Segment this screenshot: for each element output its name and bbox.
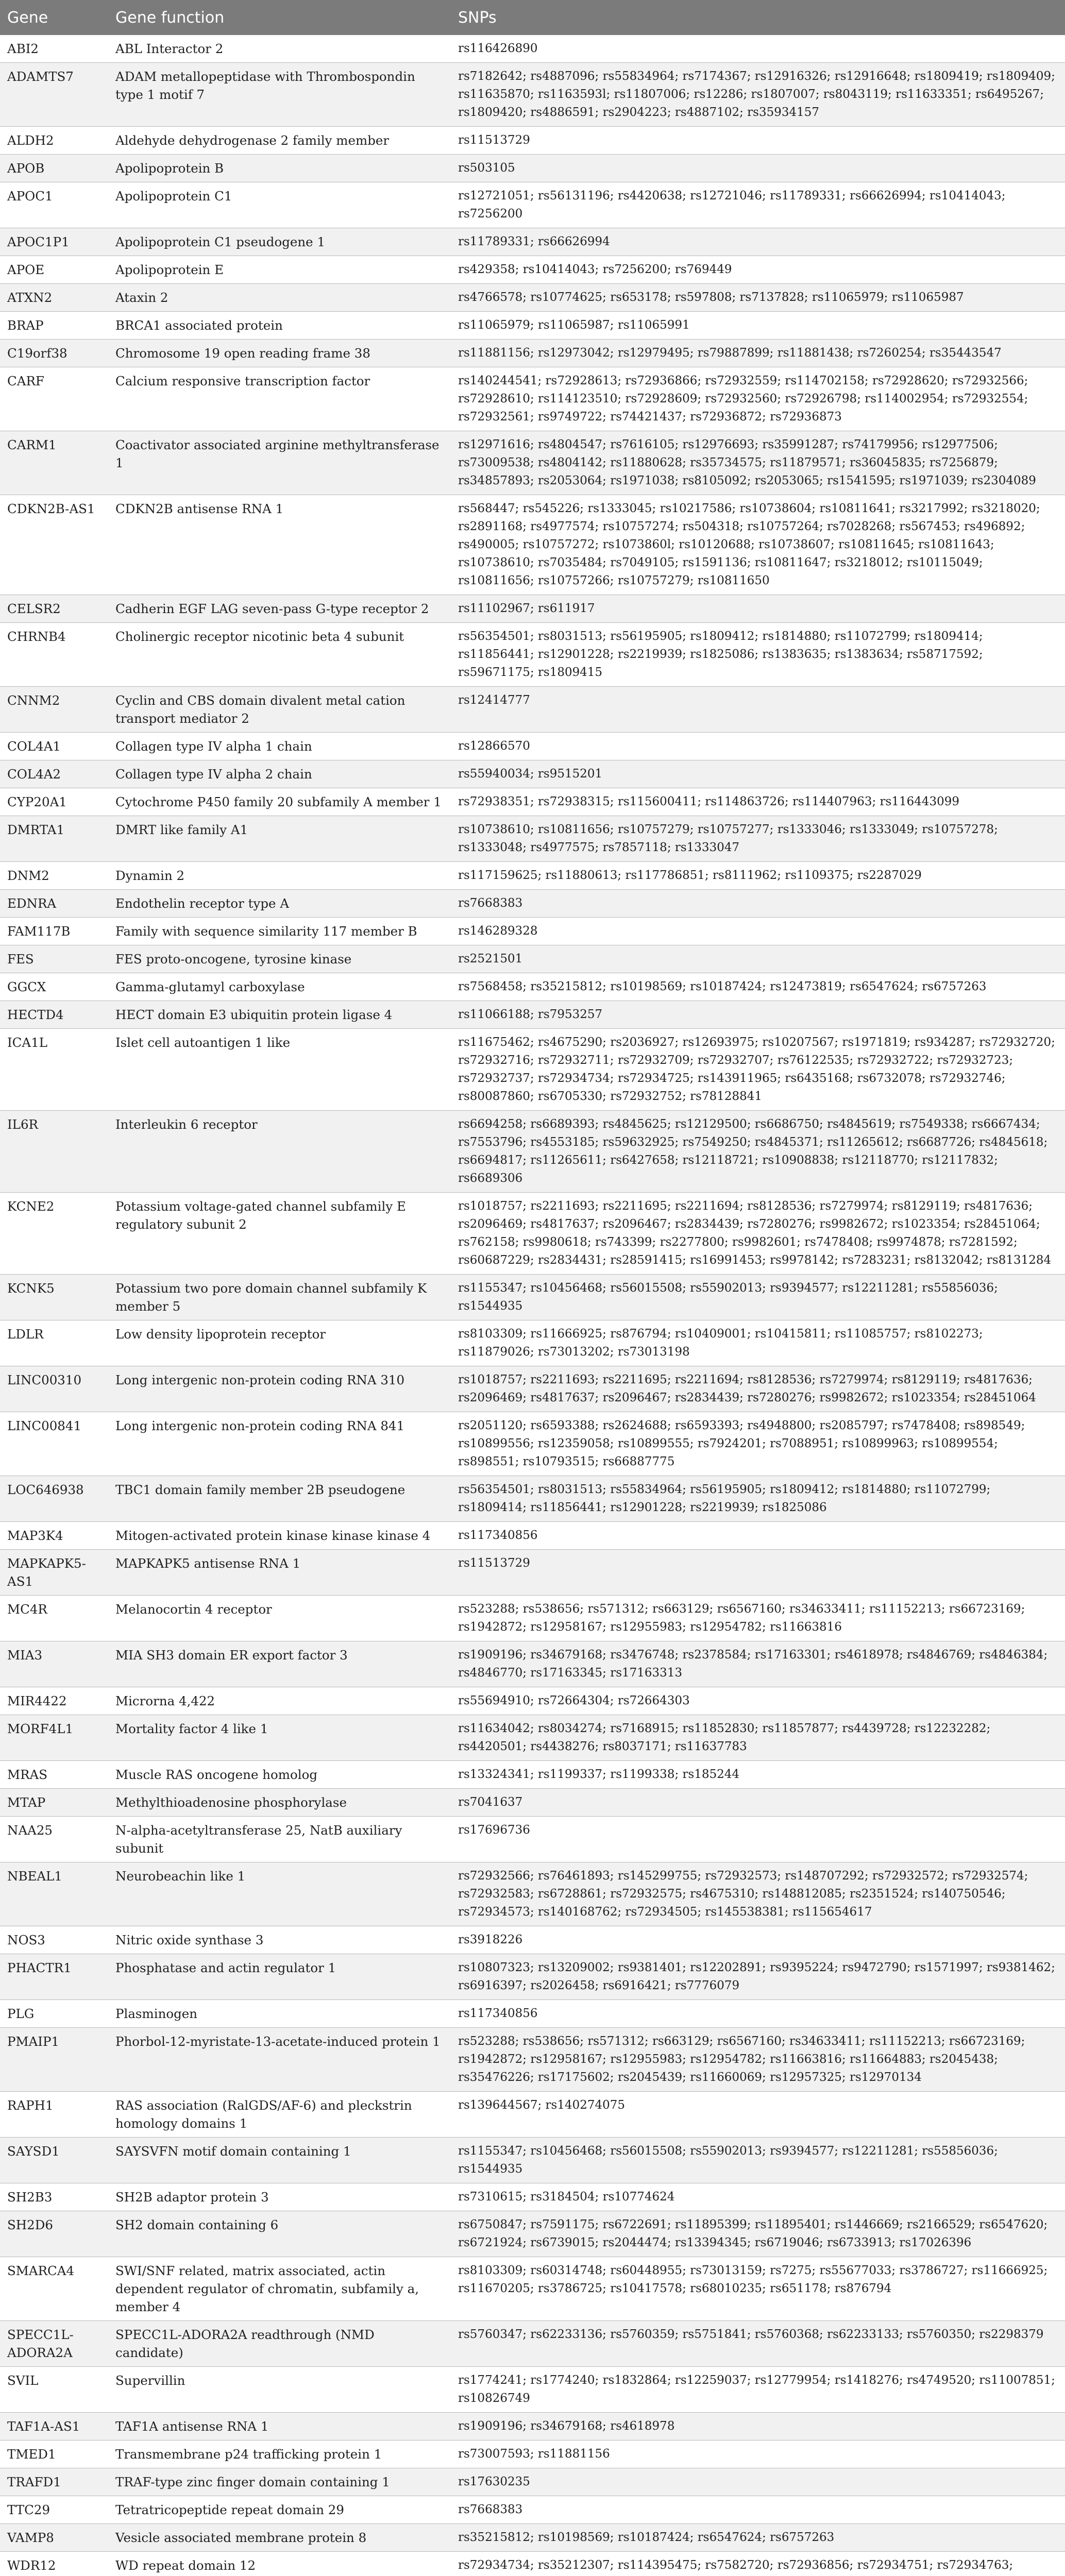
table-row [0, 228, 1065, 256]
table-row [0, 862, 1065, 890]
cell-snps: rs2521501 [458, 952, 523, 965]
table-row [0, 1476, 1065, 1522]
table-row [0, 256, 1065, 284]
cell-gene-function: Neurobeachin like 1 [115, 1869, 246, 1884]
cell-gene: CELSR2 [7, 601, 61, 616]
cell-gene: DNM2 [7, 868, 49, 883]
cell-snps: rs11102967; rs611917 [458, 602, 595, 615]
cell-snps: rs12971616; rs4804547; rs7616105; rs12976693; rs35991287; rs74179956; rs12977506; rs73009538; rs4804142; rs11880628; rs35734575; rs11879571; rs36045835; rs7256879; rs34857893; rs2053064; rs1971038; rs8105092; rs2053065; rs1541595; rs1971039; rs2304089 [458, 438, 1036, 487]
cell-gene-function: Chromosome 19 open reading frame 38 [115, 346, 370, 361]
cell-gene: ALDH2 [7, 133, 54, 148]
cell-snps: rs4766578; rs10774625; rs653178; rs597808; rs7137828; rs11065979; rs11065987 [458, 291, 964, 304]
table-row [0, 1550, 1065, 1596]
cell-gene: MRAS [7, 1767, 48, 1782]
table-row [0, 495, 1065, 595]
cell-gene: ABI2 [7, 41, 39, 56]
header-snps: SNPs [458, 8, 497, 27]
cell-snps: rs116426890 [458, 42, 538, 55]
table-row [0, 1596, 1065, 1641]
table-row [0, 367, 1065, 431]
cell-snps: rs56354501; rs8031513; rs56195905; rs1809412; rs1814880; rs11072799; rs1809414; rs11856441; rs12901228; rs2219939; rs1825086; rs1383635; rs1383634; rs58717592; rs59671175; rs1809415 [458, 630, 983, 679]
cell-gene-function: Aldehyde dehydrogenase 2 family member [115, 133, 390, 148]
cell-snps: rs523288; rs538656; rs571312; rs663129; rs6567160; rs34633411; rs11152213; rs66723169; rs1942872; rs12958167; rs12955983; rs12954782; rs11663816 [458, 1602, 1025, 1634]
cell-gene: CARM1 [7, 437, 57, 452]
cell-snps: rs7310615; rs3184504; rs10774624 [458, 2190, 675, 2204]
cell-gene: PMAIP1 [7, 2034, 60, 2049]
table-row [0, 35, 1065, 63]
table-row [0, 2000, 1065, 2028]
cell-snps: rs1909196; rs34679168; rs3476748; rs2378584; rs17163301; rs4618978; rs4846769; rs4846384; rs4846770; rs17163345; rs17163313 [458, 1648, 1048, 1680]
table-row [0, 2413, 1065, 2441]
table-row [0, 2211, 1065, 2257]
cell-gene: EDNRA [7, 896, 57, 911]
cell-gene-function: Microrna 4,422 [115, 1693, 215, 1708]
cell-gene-function: Potassium two pore domain channel subfamily K member 5 [115, 1281, 427, 1314]
cell-snps: rs7668383 [458, 896, 523, 910]
cell-snps: rs1155347; rs10456468; rs56015508; rs55902013; rs9394577; rs12211281; rs55856036; rs1544935 [458, 2144, 998, 2176]
cell-snps: rs503105 [458, 161, 515, 175]
cell-snps: rs568447; rs545226; rs1333045; rs10217586; rs10738604; rs10811641; rs3217992; rs3218020; rs2891168; rs4977574; rs10757274; rs504318; rs10757264; rs7028268; rs567453; rs496892; rs490005; rs10757272; rs1073860l; rs10120688; rs10738607; rs10811645; rs10811643; rs10738610; rs7035484; rs7049105; rs1591136; rs10811647; rs3218012; rs10115049; rs10811656; rs10757266; rs10757279; rs10811650 [458, 502, 1040, 587]
table-row [0, 340, 1065, 367]
cell-gene-function: Apolipoprotein B [115, 161, 224, 176]
cell-snps: rs11513729 [458, 133, 530, 147]
cell-gene: NAA25 [7, 1823, 53, 1838]
table-row [0, 2468, 1065, 2496]
cell-gene-function: Endothelin receptor type A [115, 896, 290, 911]
cell-gene: COL4A1 [7, 739, 61, 754]
cell-snps: rs17630235 [458, 2475, 530, 2488]
cell-snps: rs8103309; rs60314748; rs60448955; rs73013159; rs7275; rs55677033; rs3786727; rs11666925; rs11670205; rs3786725; rs10417578; rs68010235; rs651178; rs876794 [458, 2264, 1048, 2295]
cell-snps: rs7182642; rs4887096; rs55834964; rs7174367; rs12916326; rs12916648; rs1809419; rs1809409; rs11635870; rs1163593l; rs11807006; rs12286; rs1807007; rs8043119; rs11633351; rs6495267; rs1809420; rs4886591; rs2904223; rs4887102; rs35934157 [458, 70, 1055, 119]
cell-gene: NBEAL1 [7, 1869, 62, 1884]
table-row [0, 1522, 1065, 1550]
table-row [0, 890, 1065, 918]
cell-gene: KCNE2 [7, 1199, 55, 1214]
table-row [0, 2092, 1065, 2138]
cell-snps: rs13324341; rs1199337; rs1199338; rs185244 [458, 1768, 740, 1781]
cell-gene: MAPKAPK5-AS1 [7, 1556, 86, 1589]
cell-gene-function: MIA SH3 domain ER export factor 3 [115, 1648, 348, 1663]
cell-gene: FAM117B [7, 924, 71, 939]
table-row [0, 1715, 1065, 1761]
table-row [0, 63, 1065, 127]
cell-snps: rs11675462; rs4675290; rs2036927; rs12693975; rs10207567; rs1971819; rs934287; rs72932720; rs72932716; rs72932711; rs72932709; rs72932707; rs76122535; rs72932722; rs72932723; rs72932737; rs72934734; rs72934725; rs143911965; rs6435168; rs6732078; rs72932746; rs80087860; rs6705330; rs72932752; rs78128841 [458, 1036, 1055, 1103]
cell-gene-function: Apolipoprotein E [115, 262, 224, 277]
cell-snps: rs1018757; rs2211693; rs2211695; rs2211694; rs8128536; rs7279974; rs8129119; rs4817636; rs2096469; rs4817637; rs2096467; rs2834439; rs7280276; rs9982672; rs1023354; rs28451064; rs762158; rs9980618; rs743399; rs2277800; rs9982601; rs7478408; rs9974878; rs7281592; rs60687229; rs2834431; rs28591415; rs16991453; rs9978142; rs7283231; rs8132042; rs8131284 [458, 1199, 1052, 1267]
table-row [0, 2138, 1065, 2183]
table-row [0, 1954, 1065, 2000]
cell-gene-function: Plasminogen [115, 2006, 198, 2021]
cell-gene-function: Collagen type IV alpha 1 chain [115, 739, 312, 754]
table-row [0, 127, 1065, 155]
cell-gene: CHRNB4 [7, 629, 66, 644]
table-row [0, 1001, 1065, 1029]
cell-gene-function: Melanocortin 4 receptor [115, 1602, 272, 1617]
cell-gene: CDKN2B-AS1 [7, 501, 95, 516]
table-header [0, 0, 1065, 35]
cell-gene-function: TBC1 domain family member 2B pseudogene [115, 1482, 405, 1497]
cell-snps: rs146289328 [458, 924, 538, 938]
table-row [0, 760, 1065, 788]
table-row [0, 1412, 1065, 1476]
cell-gene: HECTD4 [7, 1007, 64, 1022]
header-gene-function: Gene function [115, 8, 225, 27]
cell-gene-function: Cholinergic receptor nicotinic beta 4 subunit [115, 629, 404, 644]
table-row [0, 2552, 1065, 2576]
cell-gene: PLG [7, 2006, 35, 2021]
table-row [0, 1193, 1065, 1275]
cell-gene: MTAP [7, 1795, 46, 1810]
cell-snps: rs11881156; rs12973042; rs12979495; rs79887899; rs11881438; rs7260254; rs35443547 [458, 346, 1002, 360]
cell-gene-function: Collagen type IV alpha 2 chain [115, 767, 312, 782]
table-row [0, 2028, 1065, 2092]
cell-snps: rs1774241; rs1774240; rs1832864; rs12259037; rs12779954; rs1418276; rs4749520; rs11007851; rs10826749 [458, 2374, 1055, 2405]
cell-gene: MORF4L1 [7, 1721, 74, 1736]
table-row [0, 1789, 1065, 1817]
cell-gene-function: Family with sequence similarity 117 member B [115, 924, 417, 939]
cell-gene-function: TAF1A antisense RNA 1 [115, 2419, 269, 2434]
table-row [0, 284, 1065, 312]
cell-gene: CNNM2 [7, 693, 60, 708]
cell-snps: rs139644567; rs140274075 [458, 2098, 626, 2112]
table-body [0, 35, 1065, 2576]
cell-gene: CARF [7, 374, 44, 388]
cell-gene: IL6R [7, 1117, 38, 1132]
cell-snps: rs12721051; rs56131196; rs4420638; rs12721046; rs11789331; rs66626994; rs10414043; rs7256200 [458, 189, 1006, 221]
table-row [0, 623, 1065, 687]
cell-gene-function: Phorbol-12-myristate-13-acetate-induced protein 1 [115, 2034, 441, 2049]
cell-gene-function: Calcium responsive transcription factor [115, 374, 370, 388]
cell-snps: rs3918226 [458, 1933, 523, 1946]
cell-gene-function: SWI/SNF related, matrix associated, actin dependent regulator of chromatin, subfamily a, member 4 [115, 2263, 419, 2314]
cell-gene-function: Supervillin [115, 2373, 185, 2388]
cell-gene-function: TRAF-type zinc finger domain containing 1 [115, 2475, 390, 2489]
cell-snps: rs11065979; rs11065987; rs11065991 [458, 318, 690, 332]
cell-snps: rs1018757; rs2211693; rs2211695; rs2211694; rs8128536; rs7279974; rs8129119; rs4817636; rs2096469; rs4817637; rs2096467; rs2834439; rs7280276; rs9982672; rs1023354; rs28451064 [458, 1373, 1036, 1404]
cell-gene: LOC646938 [7, 1482, 84, 1497]
cell-gene-function: Low density lipoprotein receptor [115, 1327, 326, 1342]
cell-gene: COL4A2 [7, 767, 61, 782]
cell-gene-function: ABL Interactor 2 [115, 41, 224, 56]
cell-gene: WDR12 [7, 2558, 56, 2573]
cell-snps: rs72932566; rs76461893; rs145299755; rs72932573; rs148707292; rs72932572; rs72932574; rs72932583; rs6728861; rs72932575; rs4675310; rs148812085; rs2351524; rs140750546; rs72934573; rs140168762; rs72934505; rs145538381; rs115654617 [458, 1869, 1028, 1919]
cell-snps: rs1155347; rs10456468; rs56015508; rs55902013; rs9394577; rs12211281; rs55856036; rs1544935 [458, 1281, 998, 1313]
table-row [0, 2183, 1065, 2211]
cell-snps: rs11066188; rs7953257 [458, 1008, 603, 1021]
cell-gene-function: Vesicle associated membrane protein 8 [115, 2530, 367, 2545]
cell-snps: rs55694910; rs72664304; rs72664303 [458, 1694, 690, 1707]
cell-snps: rs7568458; rs35215812; rs10198569; rs10187424; rs12473819; rs6547624; rs6757263 [458, 980, 987, 993]
cell-gene-function: Islet cell autoantigen 1 like [115, 1035, 291, 1050]
cell-gene-function: BRCA1 associated protein [115, 318, 283, 333]
cell-gene: TTC29 [7, 2502, 50, 2517]
table-row [0, 2441, 1065, 2468]
cell-gene-function: Transmembrane p24 trafficking protein 1 [115, 2447, 382, 2462]
cell-gene-function: Apolipoprotein C1 pseudogene 1 [115, 234, 326, 249]
cell-snps: rs523288; rs538656; rs571312; rs663129; rs6567160; rs34633411; rs11152213; rs66723169; rs1942872; rs12958167; rs12955983; rs12954782; rs11663816; rs11664883; rs2045438; rs35476226; rs17175602; rs2045439; rs11660069; rs12957325; rs12970134 [458, 2035, 1025, 2084]
cell-snps: rs35215812; rs10198569; rs10187424; rs6547624; rs6757263 [458, 2531, 835, 2544]
table-row [0, 788, 1065, 816]
table-row [0, 1320, 1065, 1366]
table-row [0, 2367, 1065, 2413]
cell-gene: FES [7, 952, 34, 967]
cell-gene: TAF1A-AS1 [7, 2419, 80, 2434]
cell-gene-function: SH2 domain containing 6 [115, 2217, 279, 2232]
cell-snps: rs11789331; rs66626994 [458, 235, 610, 248]
cell-gene: SAYSD1 [7, 2144, 60, 2159]
cell-snps: rs429358; rs10414043; rs7256200; rs769449 [458, 263, 732, 276]
cell-snps: rs7668383 [458, 2503, 523, 2516]
cell-gene: KCNK5 [7, 1281, 55, 1296]
cell-gene: SMARCA4 [7, 2263, 75, 2278]
table-row [0, 1275, 1065, 1320]
cell-gene: MIA3 [7, 1648, 43, 1663]
cell-gene: MIR4422 [7, 1693, 67, 1708]
cell-snps: rs1909196; rs34679168; rs4618978 [458, 2419, 675, 2433]
cell-snps: rs2051120; rs6593388; rs2624688; rs6593393; rs4948800; rs2085797; rs7478408; rs898549; rs10899556; rs12359058; rs10899555; rs7924201; rs7088951; rs10899963; rs10899554; rs898551; rs10793515; rs66887775 [458, 1419, 1025, 1468]
cell-snps: rs55940034; rs9515201 [458, 767, 603, 781]
cell-gene-function: Coactivator associated arginine methyltransferase 1 [115, 437, 439, 470]
cell-gene: RAPH1 [7, 2098, 54, 2113]
cell-snps: rs73007593; rs11881156 [458, 2447, 610, 2461]
cell-gene-function: Gamma-glutamyl carboxylase [115, 979, 305, 994]
cell-gene: PHACTR1 [7, 1960, 72, 1975]
cell-snps: rs117340856 [458, 1529, 538, 1542]
cell-gene: SH2B3 [7, 2190, 53, 2205]
table-row [0, 155, 1065, 182]
cell-gene: GGCX [7, 979, 46, 994]
cell-gene: VAMP8 [7, 2530, 54, 2545]
cell-snps: rs10738610; rs10811656; rs10757279; rs10757277; rs1333046; rs1333049; rs10757278; rs1333048; rs4977575; rs7857118; rs1333047 [458, 823, 998, 854]
cell-gene-function: Interleukin 6 receptor [115, 1117, 258, 1132]
cell-gene: CYP20A1 [7, 794, 67, 809]
cell-gene-function: Mitogen-activated protein kinase kinase kinase 4 [115, 1528, 431, 1543]
cell-gene-function: DMRT like family A1 [115, 822, 248, 837]
cell-gene: MAP3K4 [7, 1528, 63, 1543]
cell-snps: rs7041637 [458, 1795, 523, 1809]
cell-gene: SH2D6 [7, 2217, 53, 2232]
cell-snps: rs5760347; rs62233136; rs5760359; rs5751841; rs5760368; rs62233133; rs5760350; rs2298379 [458, 2328, 1044, 2341]
cell-snps: rs12866570 [458, 739, 530, 753]
cell-snps: rs12414777 [458, 693, 530, 707]
cell-gene-function: Long intergenic non-protein coding RNA 310 [115, 1372, 405, 1387]
cell-gene: TRAFD1 [7, 2475, 61, 2489]
cell-gene-function: Mortality factor 4 like 1 [115, 1721, 268, 1736]
table-row [0, 1029, 1065, 1111]
cell-snps: rs17696736 [458, 1823, 530, 1837]
table-row [0, 1761, 1065, 1789]
table-row [0, 2321, 1065, 2367]
cell-gene: LDLR [7, 1327, 44, 1342]
cell-gene-function: Cadherin EGF LAG seven-pass G-type receptor 2 [115, 601, 429, 616]
table-row [0, 1926, 1065, 1954]
table-row [0, 945, 1065, 973]
table-row [0, 1687, 1065, 1715]
cell-snps: rs10807323; rs13209002; rs9381401; rs12202891; rs9395224; rs9472790; rs1571997; rs9381462; rs6916397; rs2026458; rs6916421; rs7776079 [458, 1961, 1055, 1992]
cell-gene: SVIL [7, 2373, 39, 2388]
table-row [0, 2257, 1065, 2321]
table-row [0, 1641, 1065, 1687]
table-row [0, 918, 1065, 945]
cell-gene-function: SAYSVFN motif domain containing 1 [115, 2144, 351, 2159]
cell-gene-function: Apolipoprotein C1 [115, 189, 232, 204]
table-row [0, 733, 1065, 760]
cell-gene-function: FES proto-oncogene, tyrosine kinase [115, 952, 352, 967]
table-row [0, 2496, 1065, 2524]
cell-gene-function: Cytochrome P450 family 20 subfamily A member 1 [115, 794, 442, 809]
cell-gene-function: SPECC1L-ADORA2A readthrough (NMD candidate) [115, 2327, 375, 2360]
cell-snps: rs6750847; rs7591175; rs6722691; rs11895399; rs11895401; rs1446669; rs2166529; rs6547620; rs6721924; rs6739015; rs2044474; rs13394345; rs6719046; rs6733913; rs17026396 [458, 2218, 1048, 2249]
cell-snps: rs140244541; rs72928613; rs72936866; rs72932559; rs114702158; rs72928620; rs72932566; rs72928610; rs114123510; rs72928609; rs72932560; rs72926798; rs114002954; rs72932554; rs72932561; rs9749722; rs74421437; rs72936872; rs72936873 [458, 374, 1028, 423]
header-gene: Gene [7, 8, 48, 27]
cell-gene-function: Muscle RAS oncogene homolog [115, 1767, 318, 1782]
cell-gene: TMED1 [7, 2447, 56, 2462]
table-row [0, 973, 1065, 1001]
cell-gene-function: Cyclin and CBS domain divalent metal cation transport mediator 2 [115, 693, 405, 726]
cell-gene-function: Ataxin 2 [115, 290, 168, 305]
cell-snps: rs117340856 [458, 2007, 538, 2020]
cell-snps: rs6694258; rs6689393; rs4845625; rs12129500; rs6686750; rs4845619; rs7549338; rs6667434; rs7553796; rs4553185; rs59632925; rs7549250; rs4845371; rs11265612; rs6687726; rs4845618; rs6694817; rs11265611; rs6427658; rs12118721; rs10908838; rs12118770; rs12117832; rs6689306 [458, 1117, 1048, 1185]
cell-gene: DMRTA1 [7, 822, 65, 837]
table-row [0, 1862, 1065, 1926]
cell-gene: LINC00841 [7, 1418, 82, 1433]
cell-gene-function: HECT domain E3 ubiquitin protein ligase 4 [115, 1007, 393, 1022]
cell-gene: MC4R [7, 1602, 47, 1617]
cell-snps: rs56354501; rs8031513; rs55834964; rs56195905; rs1809412; rs1814880; rs11072799; rs1809414; rs11856441; rs12901228; rs2219939; rs1825086 [458, 1483, 991, 1514]
header-row [0, 0, 1065, 35]
table-row [0, 687, 1065, 733]
cell-gene: APOC1P1 [7, 234, 70, 249]
cell-snps: rs117159625; rs11880613; rs117786851; rs8111962; rs1109375; rs2287029 [458, 869, 922, 882]
cell-gene-function: ADAM metallopeptidase with Thrombospondin type 1 motif 7 [115, 69, 415, 102]
table-row [0, 431, 1065, 495]
cell-gene-function: Nitric oxide synthase 3 [115, 1933, 264, 1947]
cell-gene-function: Phosphatase and actin regulator 1 [115, 1960, 336, 1975]
cell-gene-function: SH2B adaptor protein 3 [115, 2190, 269, 2205]
cell-gene: APOC1 [7, 189, 53, 204]
cell-gene: ATXN2 [7, 290, 53, 305]
table-row [0, 816, 1065, 862]
cell-snps: rs11634042; rs8034274; rs7168915; rs11852830; rs11857877; rs4439728; rs12232282; rs4420501; rs4438276; rs8037171; rs11637783 [458, 1722, 991, 1753]
cell-gene: NOS3 [7, 1933, 45, 1947]
table-row [0, 1817, 1065, 1862]
cell-gene-function: Dynamin 2 [115, 868, 185, 883]
cell-gene-function: Potassium voltage-gated channel subfamily E regulatory subunit 2 [115, 1199, 406, 1232]
table-row [0, 595, 1065, 623]
cell-snps: rs8103309; rs11666925; rs876794; rs10409001; rs10415811; rs11085757; rs8102273; rs11879026; rs73013202; rs73013198 [458, 1327, 983, 1359]
table-row [0, 2524, 1065, 2552]
cell-gene: APOB [7, 161, 45, 176]
cell-gene: ADAMTS7 [7, 69, 74, 84]
cell-gene-function: Long intergenic non-protein coding RNA 841 [115, 1418, 405, 1433]
cell-gene: ICA1L [7, 1035, 47, 1050]
cell-snps: rs11513729 [458, 1556, 530, 1570]
cell-gene: C19orf38 [7, 346, 67, 361]
table-row [0, 312, 1065, 340]
table-row [0, 1366, 1065, 1412]
cell-snps: rs72934734; rs35212307; rs114395475; rs7582720; rs72936856; rs72934751; rs72934763; [458, 2558, 1013, 2572]
cell-snps: rs72938351; rs72938315; rs115600411; rs114863726; rs114407963; rs116443099 [458, 795, 960, 808]
cell-gene-function: WD repeat domain 12 [115, 2558, 256, 2573]
cell-gene-function: CDKN2B antisense RNA 1 [115, 501, 284, 516]
cell-gene: LINC00310 [7, 1372, 82, 1387]
cell-gene-function: RAS association (RalGDS/AF-6) and pleckstrin homology domains 1 [115, 2098, 412, 2131]
cell-gene-function: N-alpha-acetyltransferase 25, NatB auxiliary subunit [115, 1823, 402, 1856]
cell-gene: APOE [7, 262, 45, 277]
cell-gene-function: Methylthioadenosine phosphorylase [115, 1795, 347, 1810]
cell-gene: SPECC1L-ADORA2A [7, 2327, 74, 2360]
cell-gene: BRAP [7, 318, 44, 333]
table-row [0, 182, 1065, 228]
table-row [0, 1111, 1065, 1193]
cell-gene-function: MAPKAPK5 antisense RNA 1 [115, 1556, 301, 1571]
cell-gene-function: Tetratricopeptide repeat domain 29 [115, 2502, 344, 2517]
